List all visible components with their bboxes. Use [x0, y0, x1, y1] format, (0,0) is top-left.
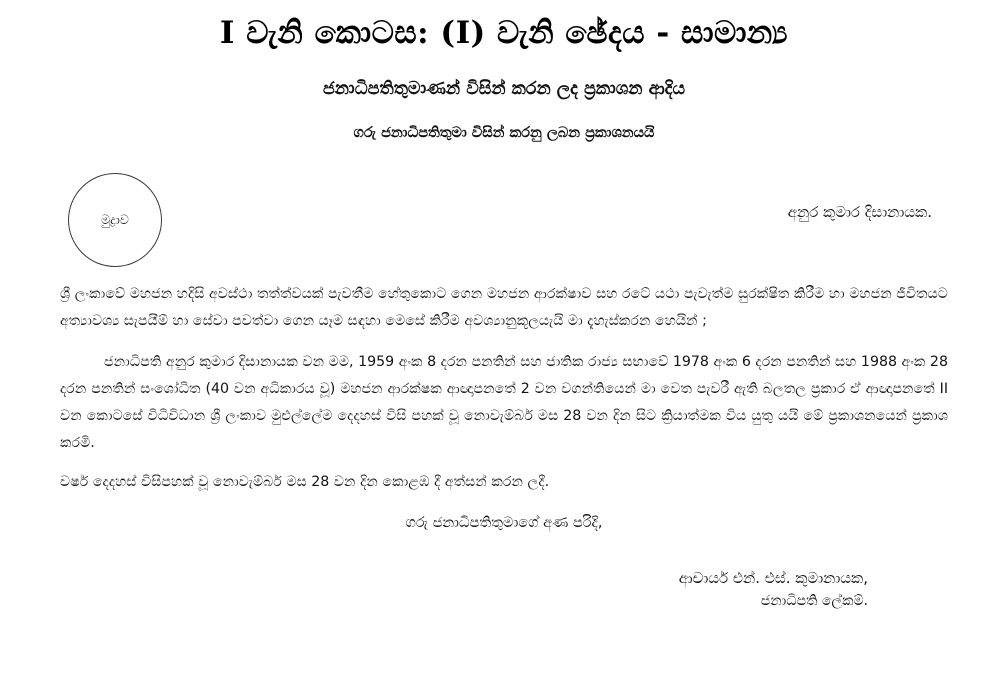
seal-icon: මුද්‍රාව [68, 173, 162, 267]
signatory-name: අනුර කුමාර දිසානායක. [787, 202, 932, 221]
secretary-role: ජනාධිපති ලේකම්. [760, 592, 868, 609]
secretary-name: ආචාර්ය එන්. එස්. කුමානායක, [678, 569, 868, 588]
document-body [60, 281, 948, 613]
by-order-line: ගරු ජනාධිපතිතුමාගේ අණ පරිදි, [405, 515, 603, 532]
gazette-page [0, 14, 1008, 683]
paragraph-signed-at: වර්ෂ දෙදහස් විසිපහක් වූ නොවැම්බර් මස 28 වන දින කොළඹ දී අත්සන් කරන ලදී. [60, 473, 550, 490]
paragraph-preamble: ශ්‍රී ලංකාවේ මහජන හදිසි අවස්ථා තත්ත්වයක් පැවතීම හේතුකොට ගෙන මහජන ආරක්ෂාව සහ රටේ යථා පැවැත්ම සුරක්ෂිත කිරීම හා මහජන ජීවිතයට අත්‍යාවශ්‍ය සැපයීම් හා සේවා පවත්වා ගෙන යෑම සඳහා මෙසේ කිරීම අවශ්‍යානුකූලයැයි මා දැහැස්කරන හෙයින් ; [60, 285, 948, 329]
seal-and-signatory-row [60, 167, 948, 263]
secretary-signature-block [60, 567, 948, 612]
subtitle-presidential-proclamation: ගරු ජනාධිපතිතුමා විසින් කරනු ලබන ප්‍රකාශනයයි [353, 124, 655, 141]
paragraph-declaration: ජනාධිපති අනුර කුමාර දිසානායක වන මම, 1959 අංක 8 දරන පනතින් සහ ජාතික රාජ්‍ය සභාවේ 1978 අංක 6 දරන පනතින් සහ 1988 අංක 28 දරන පනතින් සංශෝධිත (40 වන අධිකාරය වූ) මහජන ආරක්ෂක ආඥාපනතේ 2 වන වගන්තියෙන් මා වෙත පැවරී ඇති බලතල ප්‍රකාර ඒ ආඥාපනතේ II වන කොටසේ විධිවිධාන ශ්‍රී ලංකාව මුළුල්ලේම දෙදහස් විසි පහක් වූ නොවැම්බර් මස 28 වන දින සිට ක්‍රියාත්මක විය යුතු යයි මේ ප්‍රකාශනයෙන් ප්‍රකාශ කරමි. [60, 353, 948, 451]
page-title: I වැනි කොටස: (I) වැනි ඡේදය - සාමාන්‍ය [219, 15, 789, 51]
subtitle-proclamations: ජනාධිපතිතුමාණන් විසින් කරන ලද ප්‍රකාශන ආදිය [322, 78, 686, 99]
